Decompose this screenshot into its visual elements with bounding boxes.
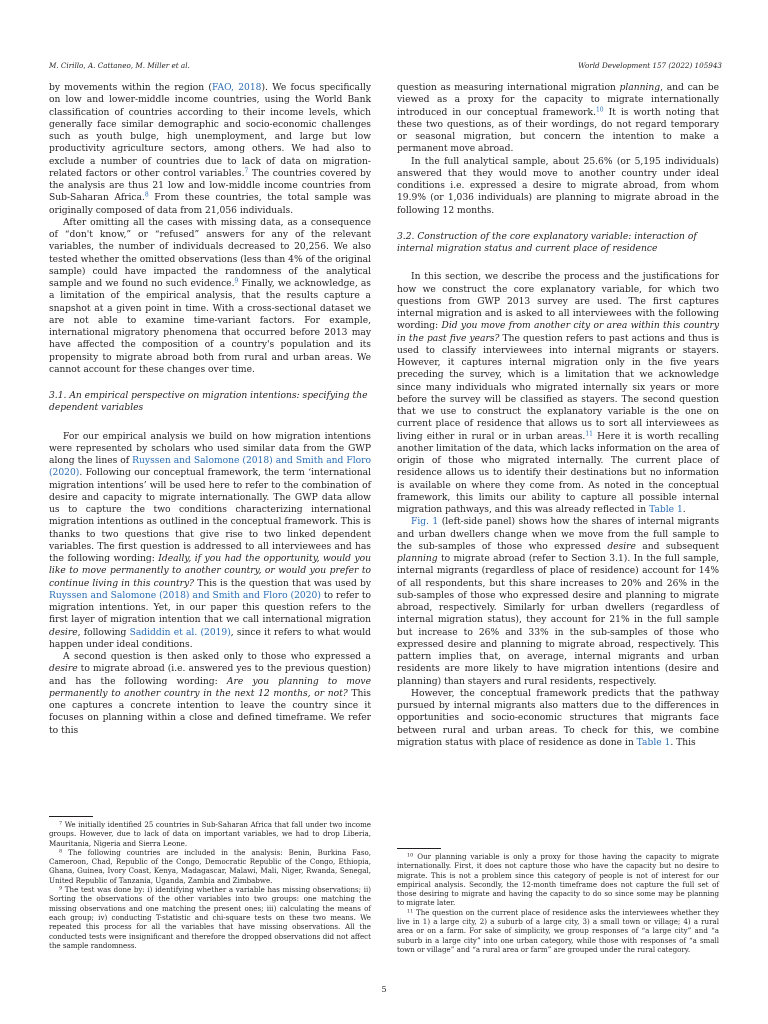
table-link[interactable]: Table 1 [649, 505, 683, 515]
footnote-ref[interactable]: 11 [585, 430, 593, 437]
section-heading-3-1: 3.1. An empirical perspective on migration intentions: specifying the dependent variables [49, 391, 368, 414]
footnote-ref[interactable]: 8 [144, 191, 149, 199]
paragraph: After omitting all the cases with missing data, as a consequence of “don't know,” or “refused” answers for any of the relevant variables, the number of individuals decreased to 20,256. We also tested whether the omitted observations (less than 4% of the original sample) could have impacted the randomness of the analytical sample and we found no such evidence.$^9$ Finally, we acknowledge, as a limitation of the empirical analysis, that the results capture a snapshot at a given point in time. With a cross-sectional dataset we are not able to examine time-variant factors. For example, international migratory phenomena that occurred before 2013 may have affected the composition of a country's population and its propensity to migrate abroad both from rural and urban areas. We cannot account for these changes over time. [49, 217, 371, 375]
running-header-authors: M. Cirillo, A. Cattaneo, M. Miller et al. [49, 61, 190, 70]
citation-link[interactable]: Sadiddin et al. (2019) [129, 627, 231, 638]
right-column [397, 82, 719, 749]
paragraph: In the full analytical sample, about 25.6% (or 5,195 individuals) answered that they would move to another country under ideal conditions i.e. expressed a desire to migrate abroad, from whom 19.9% (or 1,036 individuals) are planning to migrate abroad in the following 12 months. [397, 156, 719, 216]
paragraph: However, the conceptual framework predicts that the pathway pursued by internal migrants also matters due to the differences in opportunities and socio-economic structures that migrants face between rural and urban areas. To check for this, we combine migration status with place of residence as done in Table 1. This [397, 688, 719, 748]
citation-link[interactable]: Ruyssen and Salomone (2018) and Smith and Floro (2020) [49, 590, 321, 601]
footnote: $^7$ We initially identified 25 countries in Sub-Saharan Africa that fall under two income groups. However, due to lack of data on important variables, we had to drop Liberia, Mauritania, Nigeria and Sierra Leone. [49, 820, 371, 848]
footnote-divider [49, 816, 93, 817]
footnote-divider [397, 848, 441, 849]
paragraph: question as measuring international migration planning, and can be viewed as a proxy for the capacity to migrate internationally introduced in our conceptual framework.$^{10}$ It is worth noting that these two questions, as of their wordings, do not regard temporary or seasonal migration, but concern the intention to make a permanent move abroad. [397, 83, 719, 155]
footnote-ref[interactable]: 7 [244, 167, 249, 175]
right-footnotes [397, 852, 719, 954]
section-heading-3-2: 3.2. Construction of the core explanatory variable: interaction of internal migration status and current place of residence [397, 231, 697, 254]
page-number: 5 [381, 985, 387, 994]
citation-link[interactable]: FAO, 2018 [211, 83, 262, 93]
paragraph: Fig. 1 (left-side panel) shows how the shares of internal migrants and urban dwellers change when we move from the full sample to the sub-samples of those who expressed desire and subsequent planning to migrate abroad (refer to Section 3.1). In the full sample, internal migrants (regardless of place of residence) account for 14% of all respondents, but this share increases to 20% and 26% in the sub-samples of those who expressed desire and planning to migrate abroad, respectively. Similarly for urban dwellers (regardless of internal migration status), they account for 21% in the full sample but increase to 26% and 33% in the sub-samples of those who expressed desire and planning to migrate abroad, respectively. This pattern implies that, on average, internal migrants and urban residents are more likely to have migration intentions (desire and planning) than stayers and rural residents, respectively. [397, 517, 720, 687]
left-column [49, 82, 371, 737]
left-footnotes [49, 820, 371, 950]
footnote-ref[interactable]: 9 [234, 277, 239, 285]
paragraph: by movements within the region (FAO, 2018). We focus specifically on low and lower-middle income countries, using the World Bank classification of countries according to their income levels, which generally face similar demographic and socio-economic challenges such as youth bulge, high unemployment, and large but low productivity agriculture sectors, among others. We had also to exclude a number of countries due to lack of data on migration-related factors or other control variables.$^7$ The countries covered by the analysis are thus 21 low and low-middle income countries from Sub-Saharan Africa.$^8$ From these countries, the total sample was originally composed of data from 21,056 individuals. [49, 83, 371, 216]
footnote: $^9$ The test was done by: i) identifying whether a variable has missing observations; ii) Sorting the observations of the other variables into two groups: one matching the missing observations and one matching the present ones; iii) calculating the means of each group; iv) conducting T-statistic and chi-square tests on these two means. We repeated this process for all the variables that have missing observations. All the conducted tests were insignificant and therefore the dropped observations did not affect the sample randomness. [49, 885, 371, 950]
citation-link[interactable]: Ruyssen and Salomone (2018) and Smith and Floro (2020) [49, 456, 371, 479]
paragraph: For our empirical analysis we build on how migration intentions were represented by scholars who used similar data from the GWP along the lines of Ruyssen and Salomone (2018) and Smith and Floro (2020). Following our conceptual framework, the term ‘international migration intentions’ will be used here to refer to the combination of desire and capacity to migrate internationally. The GWP data allow us to capture the two conditions characterizing international migration intentions as outlined in the conceptual framework. This is thanks to two questions that give rise to two linked dependent variables. The first question is addressed to all interviewees and has the following wording: Ideally, if you had the opportunity, would you like to move permanently to another country, or would you prefer to continue living in this country? This is the question that was used by Ruyssen and Salomone (2018) and Smith and Floro (2020) to refer to migration intentions. Yet, in our paper this question refers to the first layer of migration intention that we call international migration desire, following Sadiddin et al. (2019), since it refers to what would happen under ideal conditions. [49, 431, 371, 650]
table-link[interactable]: Table 1 [636, 737, 671, 748]
footnote: $^{10}$ Our planning variable is only a proxy for those having the capacity to migrate internationally. First, it does not capture those who have the capacity but no desire to migrate. This is not a problem since this category of people is not of interest for our empirical analysis. Secondly, the 12-month timeframe does not capture the full set of those desiring to migrate and having the capacity to do so since some may be planning to migrate later. [397, 852, 719, 908]
footnote-ref[interactable]: 10 [595, 106, 604, 113]
running-header-journal: World Development 157 (2022) 105943 [578, 61, 722, 70]
figure-link[interactable]: Fig. 1 [411, 517, 439, 528]
paragraph: A second question is then asked only to those who expressed a desire to migrate abroad (i.e. answered yes to the previous question) and has the following wording: Are you planning to move permanently to another country in the next 12 months, or not? This one captures a concrete intention to leave the country since it focuses on planning within a close and defined timeframe. We refer to this [49, 652, 371, 736]
footnote: $^{11}$ The question on the current place of residence asks the interviewees whether they live in 1) a large city, 2) a suburb of a large city, 3) a small town or village; 4) a rural area or on a farm. For sake of simplicity, we group responses of “a large city” and “a suburb in a large city” into one urban category, while those with responses of “a small town or village” and “a rural area or farm” are grouped under the rural category. [397, 907, 719, 954]
paragraph: In this section, we describe the process and the justifications for how we construct the core explanatory variable, for which two questions from GWP 2013 survey are used. The first captures internal migration and is asked to all interviewees with the following wording: Did you move from another city or area within this country in the past five years? The question refers to past actions and thus is used to classify interviewees into internal migrants or stayers. However, it captures internal migration only in the five years preceding the survey, which is a limitation that we acknowledge since many individuals who migrated internally six years or more before the survey will be classified as stayers. The second question that we use to construct the explanatory variable is the one on current place of residence that allows us to sort all interviewees as living either in rural or in urban areas.$^{11}$ Here it is worth recalling another limitation of the data, which lacks information on the area of origin of those who migrated internally. The current place of residence allows us to identify their destinations but no information is available on where they come from. As noted in the conceptual framework, this limits our ability to capture all possible internal migration pathways, and this was already reflected in Table 1. [397, 272, 720, 515]
footnote: $^8$ The following countries are included in the analysis: Benin, Burkina Faso, Cameroon, Chad, Republic of the Congo, Democratic Republic of the Congo, Ethiopia, Ghana, Guinea, Ivory Coast, Kenya, Madagascar, Malawi, Mali, Niger, Rwanda, Senegal, United Republic of Tanzania, Uganda, Zambia and Zimbabwe. [49, 847, 371, 885]
